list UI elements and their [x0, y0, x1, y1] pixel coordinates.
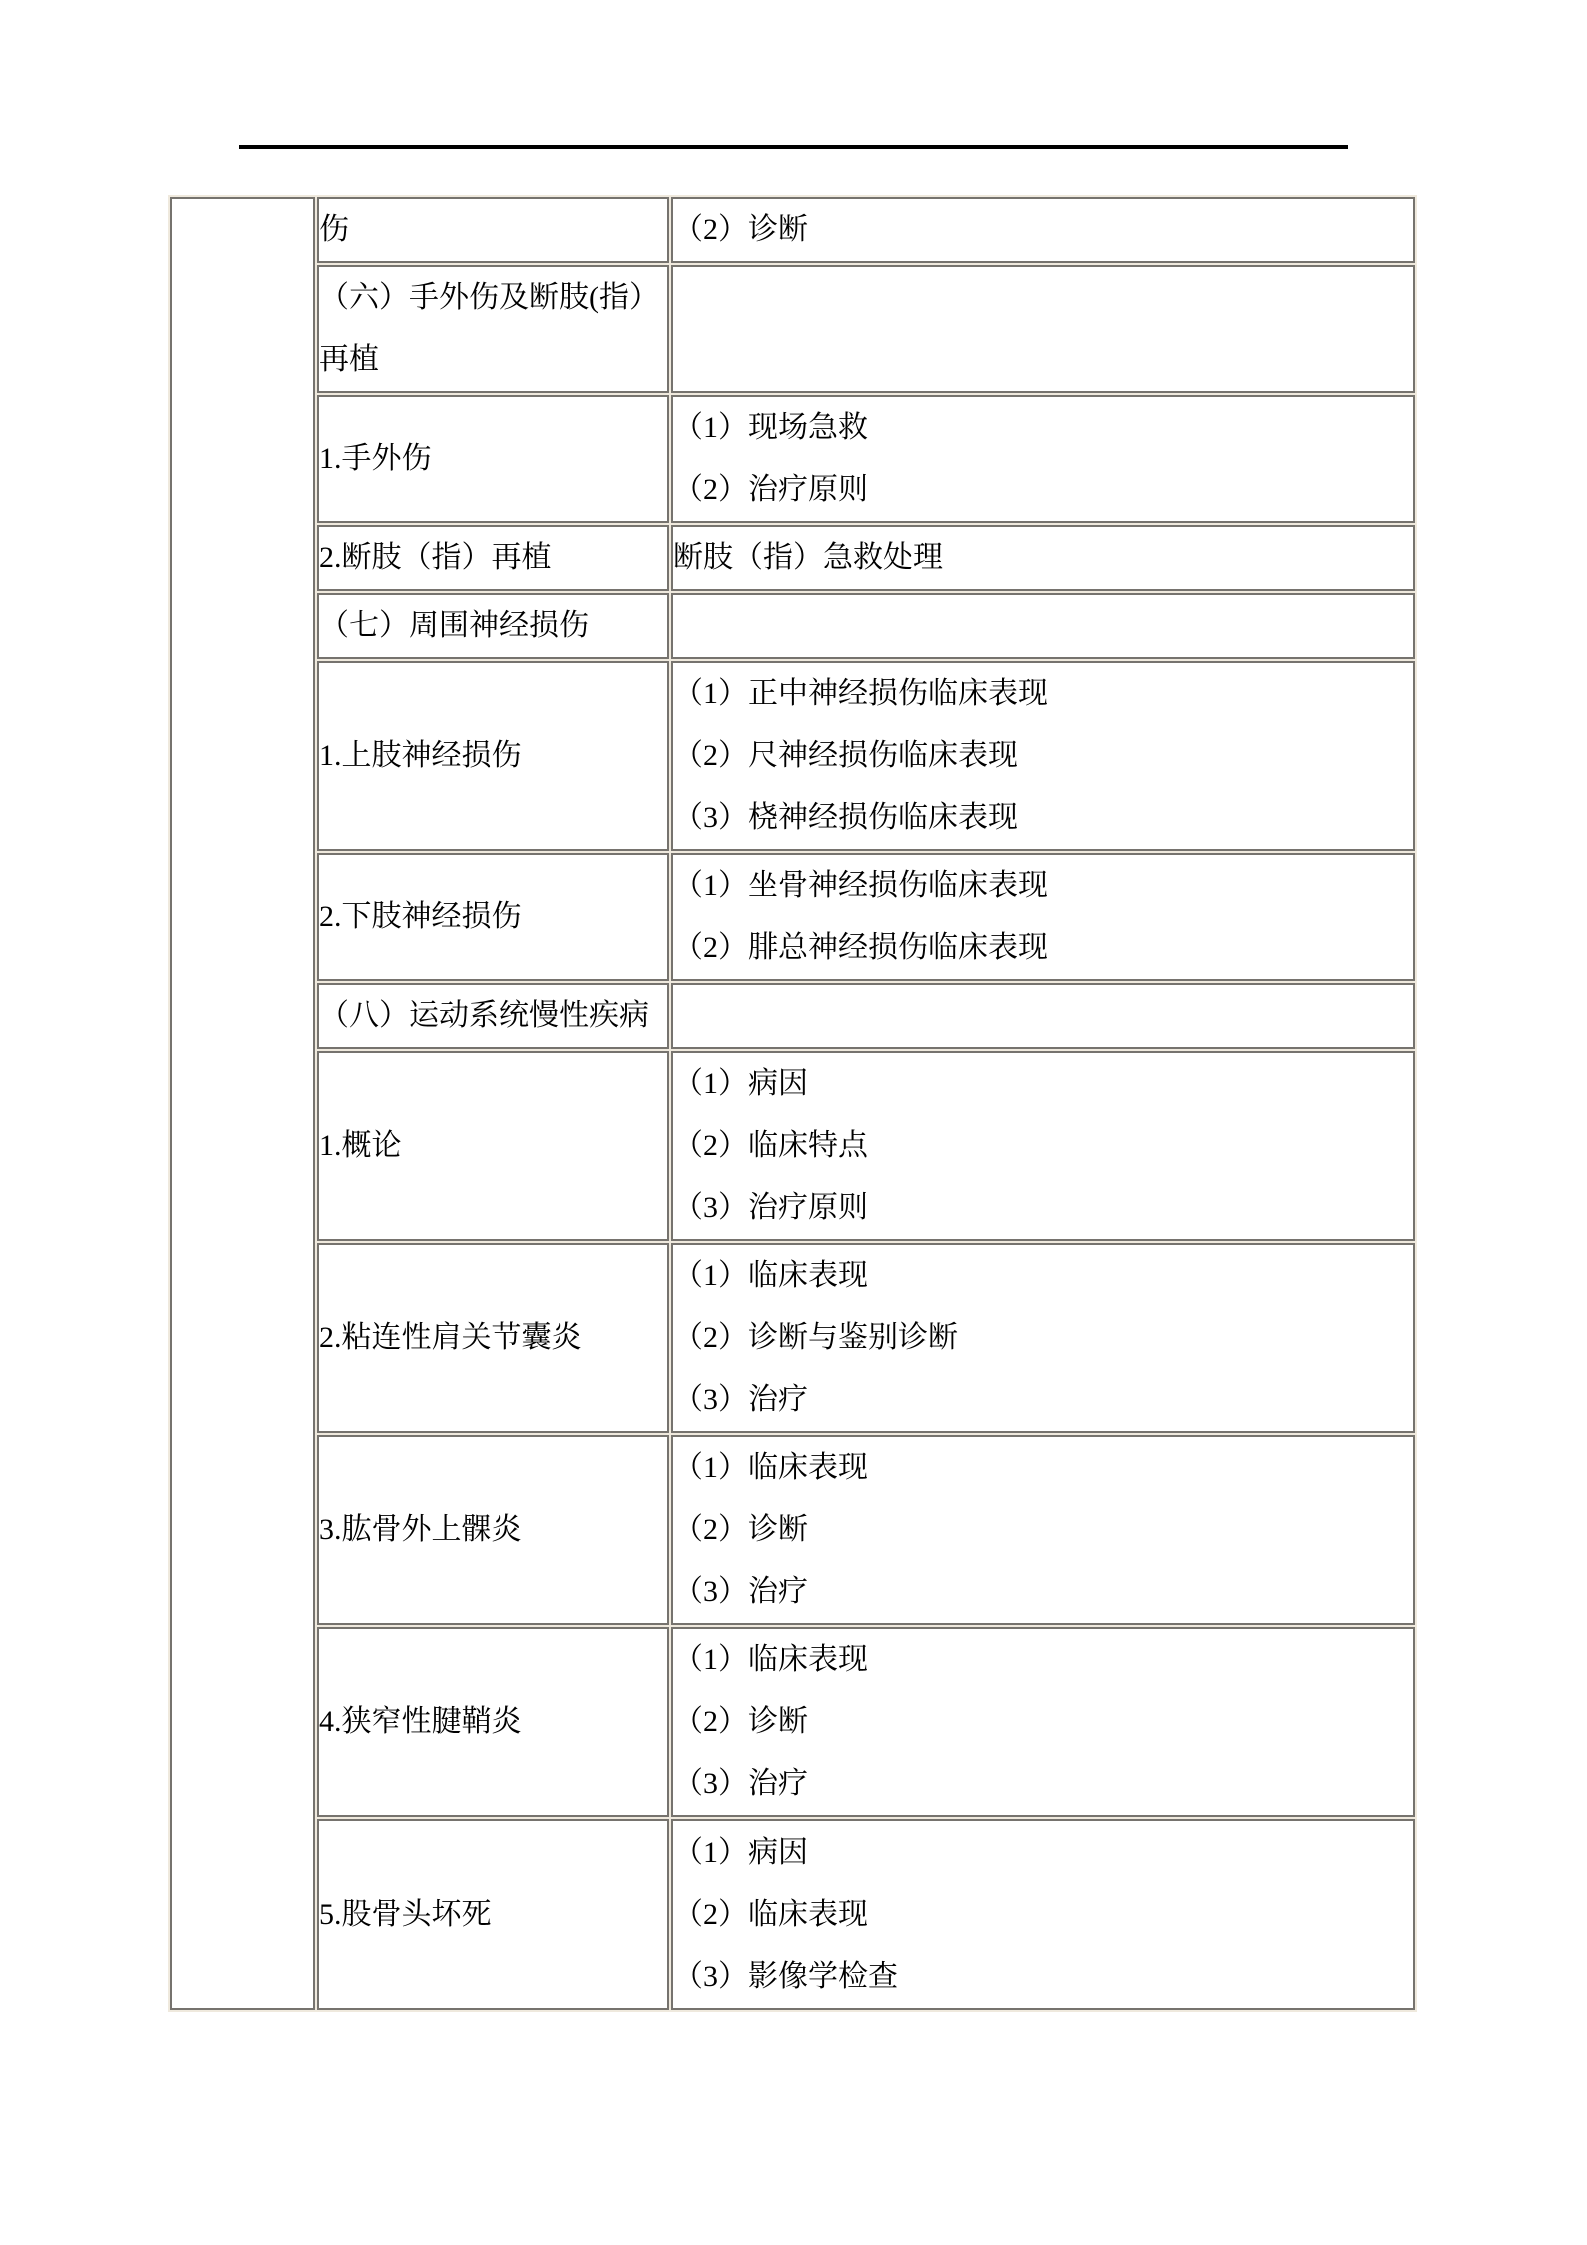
- table-row: [170, 1819, 1415, 2010]
- detail-cell: [671, 265, 1415, 393]
- detail-cell: [671, 593, 1415, 659]
- unit-label: （八）运动系统慢性疾病: [319, 999, 649, 1032]
- unit-label: 伤: [319, 213, 349, 246]
- detail-line: （2）腓总神经损伤临床表现: [673, 931, 1048, 964]
- detail-cell: [671, 1435, 1415, 1625]
- detail-cell: [671, 197, 1415, 263]
- unit-label: 2.粘连性肩关节囊炎: [319, 1321, 582, 1354]
- syllabus-table: [168, 195, 1417, 2012]
- detail-line: （3）桡神经损伤临床表现: [673, 801, 1018, 834]
- detail-line: （2）治疗原则: [673, 473, 868, 506]
- detail-line: （1）临床表现: [673, 1451, 868, 1484]
- detail-line: （3）治疗原则: [673, 1191, 868, 1224]
- left-margin-cell: [170, 197, 315, 2010]
- table-row: [170, 395, 1415, 523]
- detail-line: （2）诊断: [673, 1705, 808, 1738]
- unit-label: 再植: [319, 343, 379, 376]
- unit-label: （七）周围神经损伤: [319, 609, 589, 642]
- table-row: [170, 983, 1415, 1049]
- table-row: [170, 1627, 1415, 1817]
- table-row: [170, 197, 1415, 263]
- unit-label: 2.断肢（指）再植: [319, 541, 552, 574]
- detail-line: （1）坐骨神经损伤临床表现: [673, 869, 1048, 902]
- table-row: [170, 593, 1415, 659]
- detail-line: （2）临床特点: [673, 1129, 868, 1162]
- table-row: [170, 853, 1415, 981]
- unit-cell: [317, 853, 669, 981]
- detail-cell: [671, 395, 1415, 523]
- unit-label: 1.上肢神经损伤: [319, 739, 522, 772]
- unit-cell: [317, 395, 669, 523]
- detail-line: （1）现场急救: [673, 411, 868, 444]
- detail-line: （1）正中神经损伤临床表现: [673, 677, 1048, 710]
- detail-cell: [671, 661, 1415, 851]
- detail-cell: [671, 1243, 1415, 1433]
- detail-line: （2）临床表现: [673, 1897, 868, 1931]
- unit-cell: [317, 1435, 669, 1625]
- detail-cell: [671, 1051, 1415, 1241]
- unit-cell: [317, 593, 669, 659]
- unit-cell: [317, 1243, 669, 1433]
- unit-label: 1.手外伤: [319, 442, 432, 475]
- unit-label: 5.股骨头坏死: [319, 1897, 492, 1931]
- unit-label: 4.狭窄性腱鞘炎: [319, 1705, 522, 1738]
- detail-line: （1）病因: [673, 1835, 808, 1869]
- detail-line: （3）治疗: [673, 1767, 808, 1800]
- unit-cell: [317, 983, 669, 1049]
- detail-line: （3）治疗: [673, 1575, 808, 1608]
- detail-cell: [671, 525, 1415, 591]
- table-row: [170, 265, 1415, 393]
- detail-line: （2）诊断: [673, 1513, 808, 1546]
- detail-line: （3）治疗: [673, 1383, 808, 1416]
- unit-cell: [317, 1819, 669, 2010]
- detail-line: 断肢（指）急救处理: [673, 541, 943, 574]
- detail-line: （1）临床表现: [673, 1259, 868, 1292]
- detail-line: （1）病因: [673, 1067, 808, 1100]
- table-row: [170, 1243, 1415, 1433]
- unit-label: 1.概论: [319, 1129, 402, 1162]
- detail-cell: [671, 1627, 1415, 1817]
- unit-cell: [317, 525, 669, 591]
- unit-cell: [317, 661, 669, 851]
- unit-cell: [317, 265, 669, 393]
- unit-label: 2.下肢神经损伤: [319, 900, 522, 933]
- table-row: [170, 525, 1415, 591]
- header-divider-rule: [239, 145, 1348, 149]
- detail-line: （3）影像学检查: [673, 1959, 898, 1993]
- table-row: [170, 1435, 1415, 1625]
- unit-cell: [317, 197, 669, 263]
- detail-cell: [671, 983, 1415, 1049]
- detail-cell: [671, 1819, 1415, 2010]
- detail-line: （1）临床表现: [673, 1643, 868, 1676]
- unit-label: 3.肱骨外上髁炎: [319, 1513, 522, 1546]
- detail-line: （2）尺神经损伤临床表现: [673, 739, 1018, 772]
- table-row: [170, 1051, 1415, 1241]
- unit-label: （六）手外伤及断肢(指）: [319, 281, 659, 314]
- unit-cell: [317, 1627, 669, 1817]
- detail-line: （2）诊断与鉴别诊断: [673, 1321, 958, 1354]
- detail-line: （2）诊断: [673, 213, 808, 246]
- detail-cell: [671, 853, 1415, 981]
- table-row: [170, 661, 1415, 851]
- unit-cell: [317, 1051, 669, 1241]
